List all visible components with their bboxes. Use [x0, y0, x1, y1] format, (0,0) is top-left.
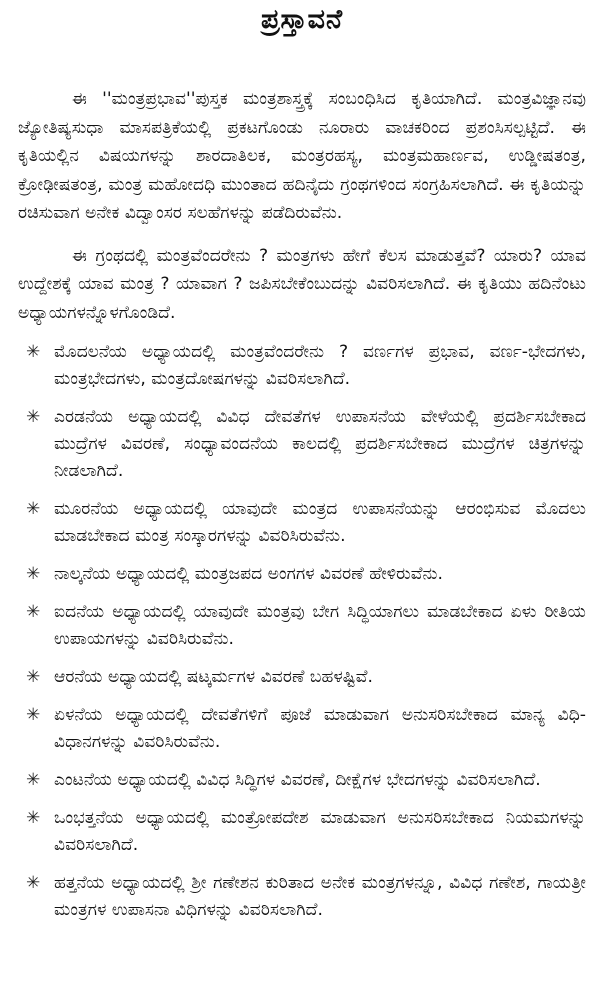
page-title: ಪ್ರಸ್ತಾವನೆ [260, 4, 344, 35]
asterisk-bullet-icon: ✳ [26, 342, 41, 362]
overview-paragraph: ಈ ಗ್ರಂಥದಲ್ಲಿ ಮಂತ್ರವೆಂದರೇನು ? ಮಂತ್ರಗಳು ಹೇಗೆ ಕೆಲಸ ಮಾಡುತ್ತವೆ? ಯಾರು? ಯಾವ ಉದ್ದೇಶಕ್ಕೆ ಯಾವ ಮಂತ್ರ ? ಯಾವಾಗ ? ಜಪಿಸಬೇಕೆಂಬುದನ್ನು ವಿವರಿಸಲಾಗಿದೆ. ಈ ಕೃತಿಯು ಹದಿನೆಂಟು ಅಧ್ಯಾಯಗಳನ್ನೊಳಗೊಂಡಿದೆ. [18, 245, 586, 323]
chapter-9-text: ಒಂಭತ್ತನೆಯ ಅಧ್ಯಾಯದಲ್ಲಿ ಮಂತ್ರೋಪದೇಶ ಮಾಡುವಾಗ ಅನುಸರಿಸಬೇಕಾದ ನಿಯಮಗಳನ್ನು ವಿವರಿಸಲಾಗಿದೆ. [54, 808, 586, 855]
asterisk-bullet-icon: ✳ [26, 873, 41, 893]
chapter-7-text: ಏಳನೆಯ ಅಧ್ಯಾಯದಲ್ಲಿ ದೇವತೆಗಳಿಗೆ ಪೂಜೆ ಮಾಡುವಾಗ ಅನುಸರಿಸಬೇಕಾದ ಮಾನ್ಯ ವಿಧಿ-ವಿಧಾನಗಳನ್ನು ವಿವರಿಸಿರುವೆನು. [54, 705, 586, 752]
asterisk-bullet-icon: ✳ [26, 667, 41, 687]
list-item [18, 339, 586, 393]
list-item [18, 870, 586, 924]
chapter-2-text: ಎರಡನೆಯ ಅಧ್ಯಾಯದಲ್ಲಿ ವಿವಿಧ ದೇವತೆಗಳ ಉಪಾಸನೆಯ ವೇಳೆಯಲ್ಲಿ ಪ್ರದರ್ಶಿಸಬೇಕಾದ ಮುದ್ರೆಗಳ ವಿವರಣೆ, ಸಂಧ್ಯಾವಂದನೆಯ ಕಾಲದಲ್ಲಿ ಪ್ರದರ್ಶಿಸಬೇಕಾದ ಮುದ್ರೆಗಳ ಚಿತ್ರಗಳನ್ನು ನೀಡಲಾಗಿದೆ. [54, 407, 586, 481]
asterisk-bullet-icon: ✳ [26, 602, 41, 622]
chapter-4-text: ನಾಲ್ಕನೆಯ ಅಧ್ಯಾಯದಲ್ಲಿ ಮಂತ್ರಜಪದ ಅಂಗಗಳ ವಿವರಣೆ ಹೇಳಿರುವೆನು. [54, 564, 443, 584]
list-item [18, 805, 586, 859]
asterisk-bullet-icon: ✳ [26, 770, 41, 790]
list-item [18, 496, 586, 550]
list-item [18, 561, 586, 588]
asterisk-bullet-icon: ✳ [26, 808, 41, 828]
intro-paragraph: ಈ ''ಮಂತ್ರಪ್ರಭಾವ''ಪುಸ್ತಕ ಮಂತ್ರಶಾಸ್ತ್ರಕ್ಕೆ ಸಂಬಂಧಿಸಿದ ಕೃತಿಯಾಗಿದೆ. ಮಂತ್ರವಿಜ್ಞಾನವು ಜ್ಯೋತಿಷ್ಯಸುಧಾ ಮಾಸಪತ್ರಿಕೆಯಲ್ಲಿ ಪ್ರಕಟಗೊಂಡು ನೂರಾರು ವಾಚಕರಿಂದ ಪ್ರಶಂಸಿಸಲ್ಪಟ್ಟಿದೆ. ಈ ಕೃತಿಯಲ್ಲಿನ ವಿಷಯಗಳನ್ನು ಶಾರದಾತಿಲಕ, ಮಂತ್ರರಹಸ್ಯ, ಮಂತ್ರಮಹಾರ್ಣವ, ಉಡ್ಡೀಷತಂತ್ರ, ಕ್ರೋಢೀಷತಂತ್ರ, ಮಂತ್ರ ಮಹೋದಧಿ ಮುಂತಾದ ಹದಿನೈದು ಗ್ರಂಥಗಳಿಂದ ಸಂಗ್ರಹಿಸಲಾಗಿದೆ. ಈ ಕೃತಿಯನ್ನು ರಚಿಸುವಾಗ ಅನೇಕ ವಿದ್ವಾಂಸರ ಸಲಹೆಗಳನ್ನು ಪಡೆದಿರುವೆನು. [18, 89, 586, 223]
chapter-6-text: ಆರನೆಯ ಅಧ್ಯಾಯದಲ್ಲಿ ಷಟ್ಕರ್ಮಗಳ ವಿವರಣೆ ಬಹಳಷ್ಟಿವೆ. [54, 667, 373, 687]
list-item [18, 702, 586, 756]
asterisk-bullet-icon: ✳ [26, 407, 41, 427]
chapter-5-text: ಐದನೆಯ ಅಧ್ಯಾಯದಲ್ಲಿ ಯಾವುದೇ ಮಂತ್ರವು ಬೇಗ ಸಿದ್ಧಿಯಾಗಲು ಮಾಡಬೇಕಾದ ಏಳು ರೀತಿಯ ಉಪಾಯಗಳನ್ನು ವಿವರಿಸಿರುವೆನು. [54, 602, 586, 649]
list-item [18, 664, 586, 691]
chapter-10-text: ಹತ್ತನೆಯ ಅಧ್ಯಾಯದಲ್ಲಿ ಶ್ರೀ ಗಣೇಶನ ಕುರಿತಾದ ಅನೇಕ ಮಂತ್ರಗಳನ್ನೂ, ವಿವಿಧ ಗಣೇಶ, ಗಾಯತ್ರೀ ಮಂತ್ರಗಳ ಉಪಾಸನಾ ವಿಧಿಗಳನ್ನು ವಿವರಿಸಲಾಗಿದೆ. [54, 873, 586, 920]
chapter-1-text: ಮೊದಲನೆಯ ಅಧ್ಯಾಯದಲ್ಲಿ ಮಂತ್ರವೆಂದರೇನು ? ವರ್ಣಗಳ ಪ್ರಭಾವ, ವರ್ಣ-ಭೇದಗಳು, ಮಂತ್ರಭೇದಗಳು, ಮಂತ್ರದೋಷಗಳನ್ನು ವಿವರಿಸಲಾಗಿದೆ. [54, 342, 586, 389]
list-item [18, 767, 586, 794]
chapter-3-text: ಮೂರನೆಯ ಅಧ್ಯಾಯದಲ್ಲಿ ಯಾವುದೇ ಮಂತ್ರದ ಉಪಾಸನೆಯನ್ನು ಆರಂಭಿಸುವ ಮೊದಲು ಮಾಡಬೇಕಾದ ಮಂತ್ರ ಸಂಸ್ಕಾರಗಳನ್ನು ವಿವರಿಸಿರುವೆನು. [54, 499, 586, 546]
chapter-8-text: ಎಂಟನೆಯ ಅಧ್ಯಾಯದಲ್ಲಿ ವಿವಿಧ ಸಿದ್ಧಿಗಳ ವಿವರಣೆ, ದೀಕ್ಷೆಗಳ ಭೇದಗಳನ್ನು ವಿವರಿಸಲಾಗಿದೆ. [54, 770, 541, 790]
asterisk-bullet-icon: ✳ [26, 499, 41, 519]
chapter-list [18, 339, 586, 924]
list-item [18, 404, 586, 485]
asterisk-bullet-icon: ✳ [26, 564, 41, 584]
asterisk-bullet-icon: ✳ [26, 705, 41, 725]
list-item [18, 599, 586, 653]
